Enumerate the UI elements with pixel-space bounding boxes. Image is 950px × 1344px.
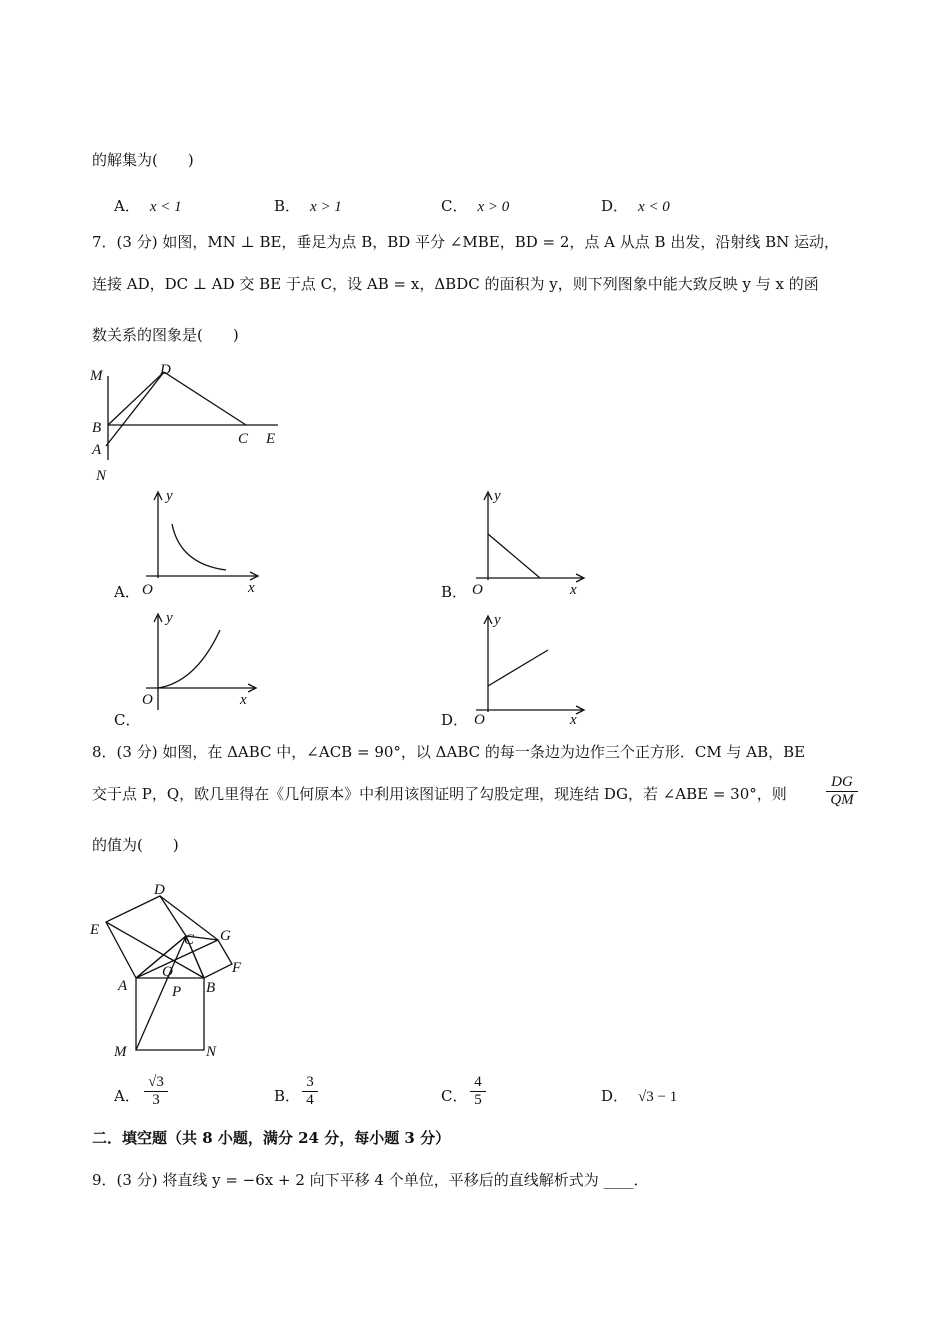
q6-tail: 的解集为( ) [92,151,194,169]
q8-label-p: P [172,984,182,1000]
q8-ratio-denominator: QM [830,792,854,808]
graph-b-y-label: y [494,488,501,504]
q6-option-d: D． x < 0 [601,197,670,215]
graph-b-x-label: x [570,582,577,598]
q8-line-1: 8．(3 分) 如图，在 ΔABC 中，∠ACB = 90°，以 ΔABC 的每一条边为边作三个正方形．CM 与 AB，BE [92,743,806,761]
graph-c-y-label: y [166,610,173,626]
graph-b-origin: O [472,582,483,598]
q8-label-c: C [184,932,195,948]
q8-label-q: Q [162,964,173,980]
q7-label-b: B [92,420,102,436]
q8-ratio-numerator: DG [826,774,858,792]
graph-a-x-label: x [248,580,255,596]
q8-geometry-figure [86,878,266,1058]
section-2-title: 二．填空题（共 8 小题，满分 24 分，每小题 3 分） [92,1129,451,1147]
q7-graph-d-letter: D． [441,711,469,729]
q7-label-n: N [96,468,107,484]
q8-label-d: D [154,882,165,898]
graph-a-y-label: y [166,488,173,504]
q8-option-a-fraction: $\frac{√3}{3}$ [144,1074,168,1109]
q8-option-b-fraction: $\frac{3}{4}$ [302,1074,318,1109]
graph-d-x-label: x [570,712,577,728]
q7-graph-b-letter: B． [441,583,468,601]
q8-option-d: D． √3 − 1 [601,1087,678,1105]
q7-label-e: E [266,431,276,447]
q7-graph-a-letter: A． [114,583,140,601]
q8-label-g: G [220,928,231,944]
q7-graph-c-letter: C． [114,711,141,729]
q7-line-2: 连接 AD，DC ⊥ AD 交 BE 于点 C，设 AB = x，ΔBDC 的面积为 y，则下列图象中能大致反映 y 与 x 的函 [92,275,819,293]
q8-label-a: A [118,978,128,994]
q7-line-1: 7．(3 分) 如图，MN ⊥ BE，垂足为点 B，BD 平分 ∠MBE，BD = 2，点 A 从点 B 出发，沿射线 BN 运动， [92,233,840,251]
q8-label-f: F [232,960,242,976]
q8-option-b-letter: B． [274,1087,301,1105]
q6-option-b: B． x > 1 [274,197,342,215]
graph-c-x-label: x [240,692,247,708]
graph-d-y-label: y [494,612,501,628]
q8-label-n: N [206,1044,217,1060]
q7-label-d: D [160,362,171,378]
q8-line-2: 交于点 P，Q，欧几里得在《几何原本》中利用该图证明了勾股定理，现连结 DG，若 ∠ABE = 30°，则 [92,785,787,803]
q7-geometry-figure [86,360,286,484]
q7-graph-a [140,488,290,598]
q8-label-b: B [206,980,216,996]
q7-label-a: A [92,442,102,458]
q8-option-a-letter: A． [114,1087,140,1105]
q8-ratio [826,774,858,809]
q9-text: 9．(3 分) 将直线 y = −6x + 2 向下平移 4 个单位，平移后的直线解析式为 ____． [92,1171,649,1189]
q7-line-3: 数关系的图象是( ) [92,326,239,344]
q6-option-a: A． x < 1 [114,197,182,215]
q8-label-m: M [114,1044,127,1060]
q7-graph-d [470,612,620,728]
q8-label-e: E [90,922,100,938]
graph-c-origin: O [142,692,153,708]
q6-option-c: C． x > 0 [441,197,510,215]
q7-graph-b [470,488,620,598]
q8-option-c-letter: C． [441,1087,468,1105]
q7-label-c: C [238,431,249,447]
q7-label-m: M [90,368,103,384]
q7-graph-c [140,610,290,720]
q8-option-c-fraction: $\frac{4}{5}$ [470,1074,486,1109]
q8-line-3: 的值为( ) [92,836,179,854]
graph-a-origin: O [142,582,153,598]
graph-d-origin: O [474,712,485,728]
